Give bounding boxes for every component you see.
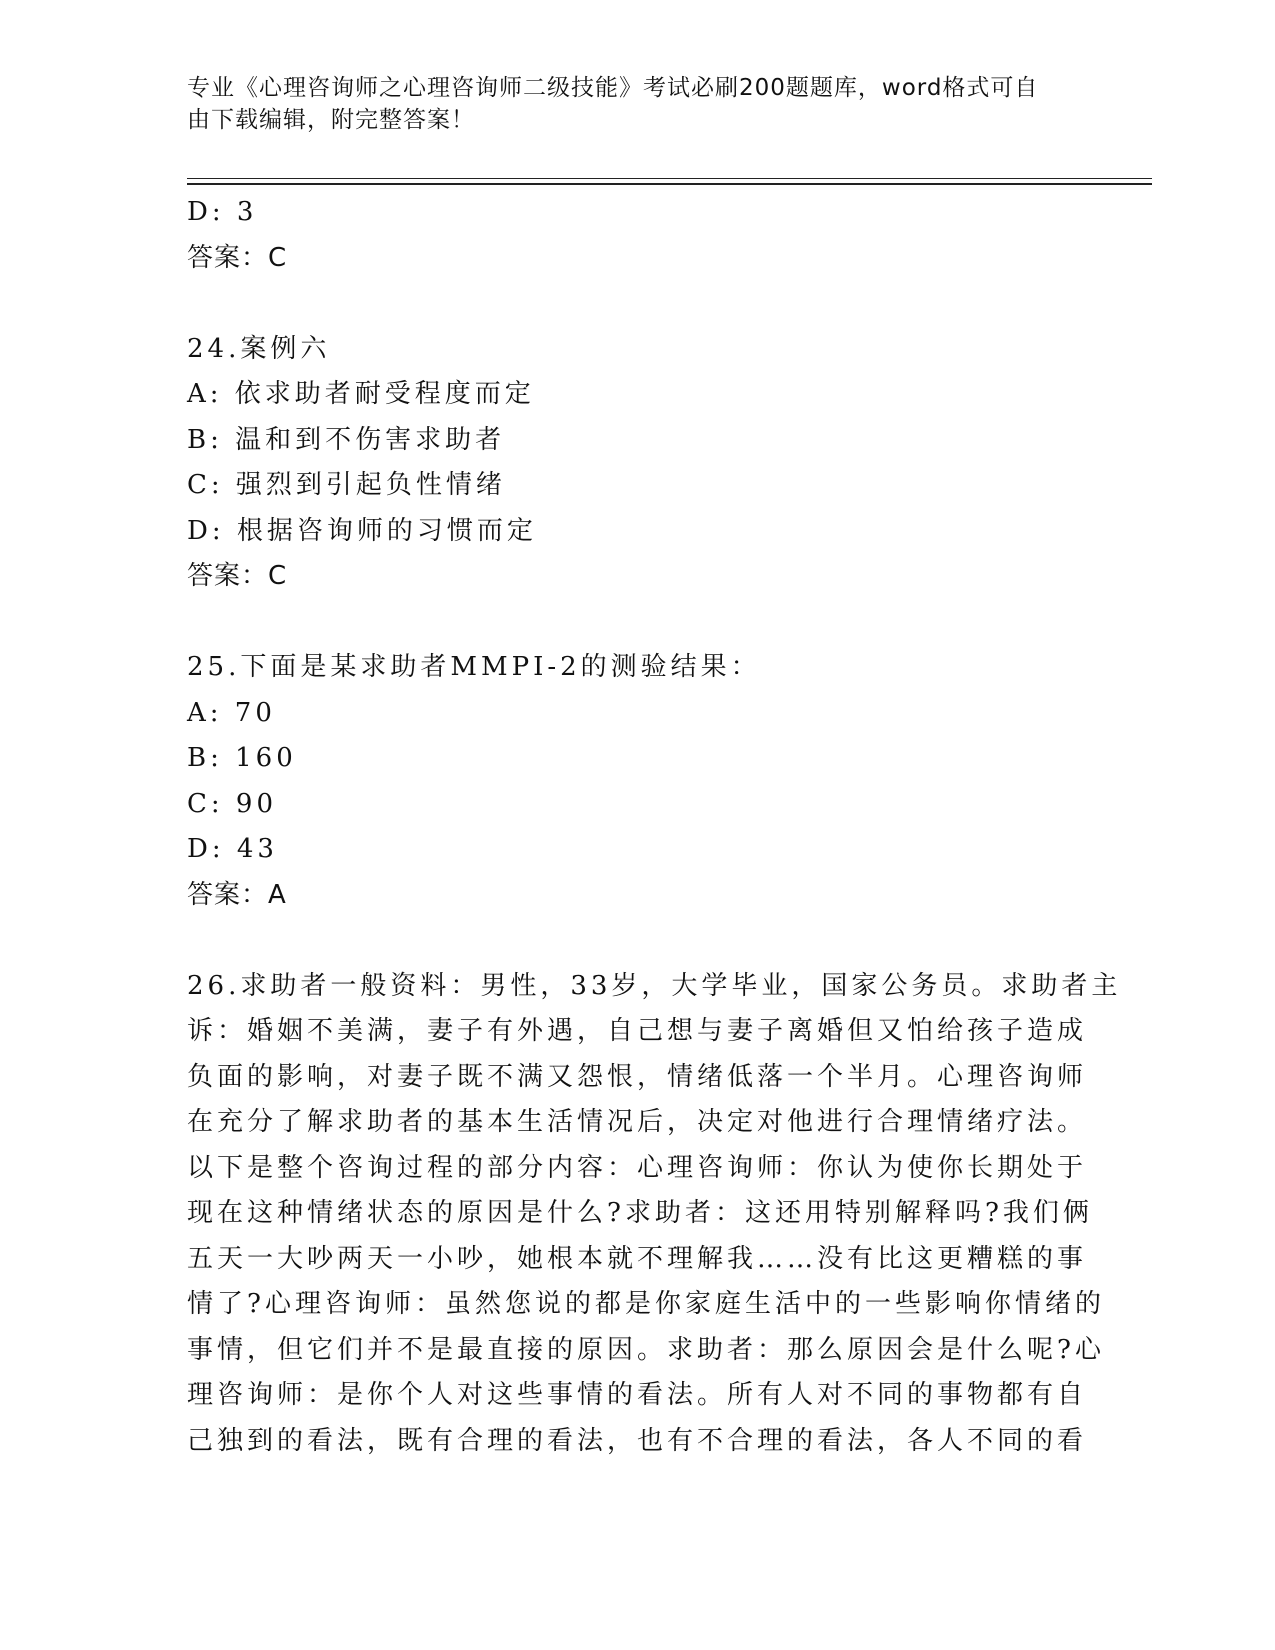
option-b: B: 温和到不伤害求助者 [187,424,506,455]
option-d: D: 根据咨询师的习惯而定 [187,515,537,546]
spacer [187,600,1087,646]
header-rule-thin [187,178,1152,179]
paragraph-line: 事情，但它们并不是最直接的原因。求助者：那么原因会是什么呢?心 [187,1334,1105,1365]
spacer [187,918,1087,964]
option-b: B: 160 [187,743,297,773]
option-c: C: 90 [187,788,278,819]
paragraph-line: 五天一大吵两天一小吵，她根本就不理解我……没有比这更糟糕的事 [187,1243,1088,1274]
question-25 [187,645,1087,918]
option-d-prev: D: 3 [187,197,258,227]
paragraph-line: 负面的影响，对妻子既不满又怨恨，情绪低落一个半月。心理咨询师 [187,1061,1088,1092]
question-stem: 25.下面是某求助者MMPI-2的测验结果： [187,652,761,682]
page-header [187,72,1067,136]
paragraph-line: 情了?心理咨询师：虽然您说的都是你家庭生活中的一些影响你情绪的 [187,1289,1105,1319]
header-title-line-2: 由下载编辑，附完整答案！ [187,107,475,133]
answer: 答案：A [187,879,287,910]
header-title-line-1: 专业《心理咨询师之心理咨询师二级技能》考试必刷200题题库，word格式可自 [187,75,1039,101]
option-a: A: 依求助者耐受程度而定 [187,379,535,409]
answer: 答案：C [187,561,288,591]
paragraph-line: 理咨询师：是你个人对这些事情的看法。所有人对不同的事物都有自 [187,1380,1088,1410]
question-26 [187,964,1122,1465]
document-body [187,190,1122,1464]
option-c: C: 强烈到引起负性情绪 [187,470,506,500]
question-stem: 24.案例六 [187,333,331,364]
option-a: A: 70 [187,697,276,728]
answer-prev: 答案：C [187,242,288,273]
paragraph-line: 现在这种情绪状态的原因是什么?求助者：这还用特别解释吗?我们俩 [187,1198,1093,1228]
spacer [187,281,1087,327]
option-d: D: 43 [187,834,278,864]
paragraph-line: 诉：婚姻不美满，妻子有外遇，自己想与妻子离婚但又怕给孩子造成 [187,1016,1088,1046]
header-rule-thick [187,183,1152,185]
question-24 [187,327,1087,600]
paragraph-line: 26.求助者一般资料：男性，33岁，大学毕业，国家公务员。求助者主 [187,970,1122,1001]
paragraph-line: 己独到的看法，既有合理的看法，也有不合理的看法，各人不同的看 [187,1425,1088,1456]
paragraph-line: 以下是整个咨询过程的部分内容：心理咨询师：你认为使你长期处于 [187,1152,1088,1183]
paragraph-line: 在充分了解求助者的基本生活情况后，决定对他进行合理情绪疗法。 [187,1107,1088,1137]
